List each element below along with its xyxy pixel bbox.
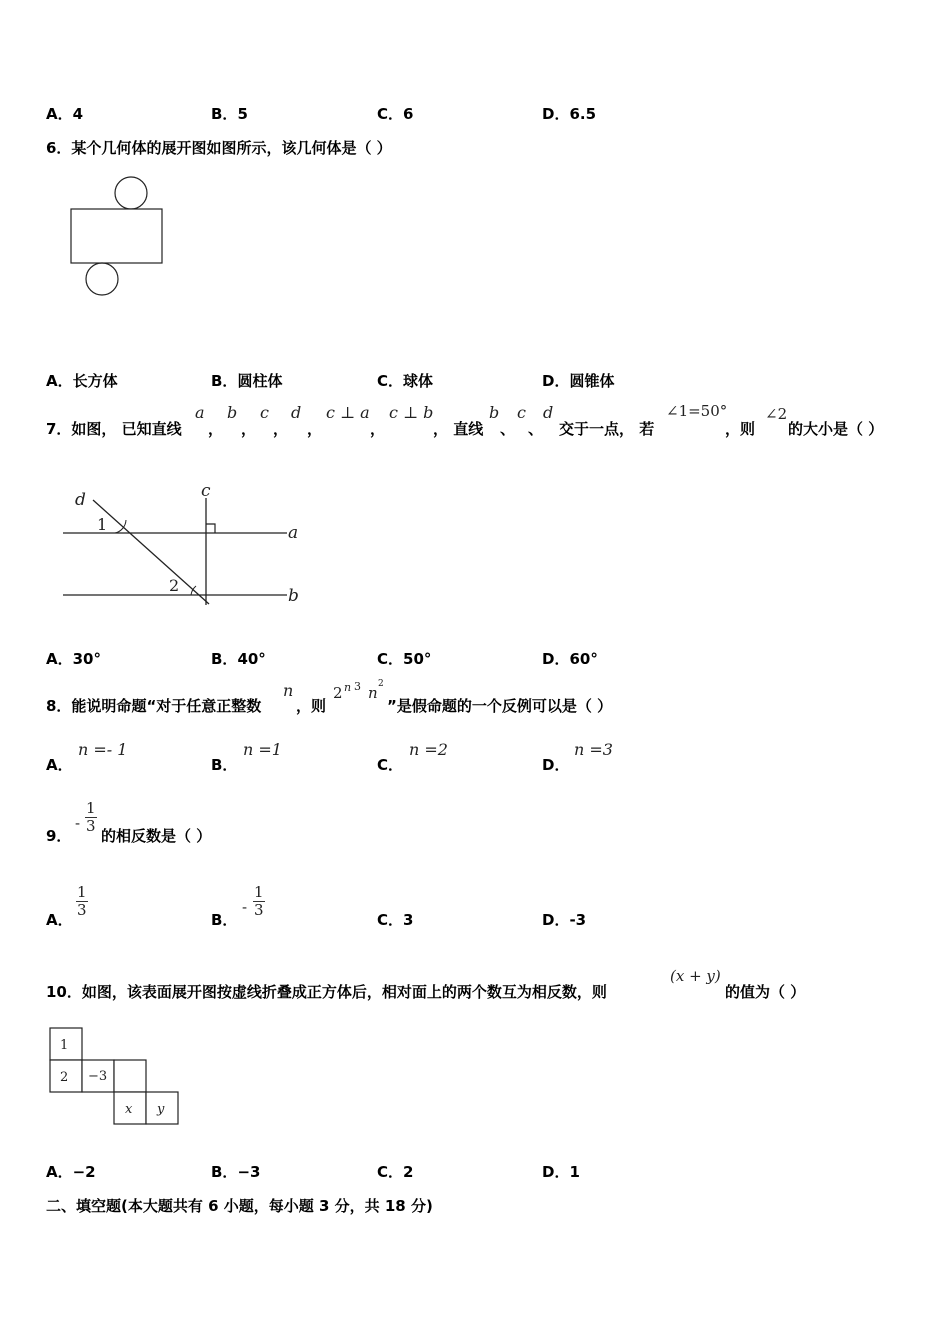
q7-label-c: c [201, 481, 211, 501]
q9-option-b-den: 3 [254, 901, 264, 919]
q10-cell-y-label: y [157, 1102, 165, 1117]
q6-option-a: A．长方体 [46, 372, 118, 390]
q7-option-d: D．60° [542, 650, 598, 668]
q5-option-b: B．5 [211, 105, 248, 123]
q10-option-a: A．−2 [46, 1163, 96, 1181]
q10-cell-blank [114, 1060, 146, 1092]
q9-fraction [85, 800, 97, 835]
q7-line-b: b [227, 403, 238, 422]
q10-option-c: C．2 [377, 1163, 414, 1181]
q6-option-b: B．圆柱体 [211, 372, 283, 390]
q5-option-d: D．6.5 [542, 105, 597, 123]
q8-mid: ，则 [296, 697, 327, 715]
q8-n: n [283, 681, 294, 700]
q7-angle1: ∠1=50° [666, 402, 728, 420]
q7-label-d: d [75, 490, 86, 510]
q7-right-angle-mark [206, 524, 215, 533]
q7-line-a: a [195, 403, 205, 422]
q7-perp-ca: c ⊥ a [326, 403, 370, 422]
q7-dunhao-2: 、 [528, 420, 544, 438]
q6-stem: 6．某个几何体的展开图如图所示，该几何体是（ ） [46, 139, 392, 157]
q8-option-d-text: n =3 [574, 740, 613, 759]
q10-expr: (x + y) [670, 967, 721, 985]
q7-line-c: c [260, 403, 269, 422]
q10-cell-2-label: 2 [60, 1070, 69, 1085]
q10-option-d: D．1 [542, 1163, 580, 1181]
q8-expr-exp: n [344, 681, 352, 694]
q10-option-b: B．−3 [211, 1163, 261, 1181]
q7-mid1: ， 直线 [433, 420, 484, 438]
q9-option-d: D．-3 [542, 911, 587, 929]
q8-option-a-text: n =- 1 [78, 740, 128, 759]
q7-prefix: 7．如图， 已知直线 [46, 420, 182, 438]
q7-mid3: ，则 [725, 420, 756, 438]
q5-option-c: C．6 [377, 105, 414, 123]
q9-option-a-letter: A． [46, 911, 73, 929]
q7-mid-line-c: c [517, 403, 526, 422]
q6-option-c: C．球体 [377, 372, 434, 390]
q7-comma-4: ， [307, 420, 323, 438]
q7-label-2: 2 [169, 576, 180, 595]
q7-dunhao-1: 、 [500, 420, 516, 438]
q8-option-b-letter: B． [211, 756, 238, 774]
q7-comma-2: ， [241, 420, 257, 438]
section2-title: 二、填空题(本大题共有 6 小题，每小题 3 分，共 18 分) [46, 1197, 433, 1215]
q10-cube-net [48, 1026, 183, 1128]
q7-angle2: ∠2 [765, 405, 788, 423]
q7-suffix: 的大小是（ ） [788, 420, 884, 438]
q6-net-figure [60, 170, 180, 300]
q8-expr-sq: 2 [378, 679, 384, 689]
q7-label-1: 1 [97, 515, 108, 534]
q7-option-c: C．50° [377, 650, 432, 668]
q7-perp-cb: c ⊥ b [389, 403, 434, 422]
q6-option-d: D．圆锥体 [542, 372, 615, 390]
q9-option-b-num: 1 [254, 883, 264, 901]
q7-comma-3: ， [273, 420, 289, 438]
q10-cell-1-label: 1 [60, 1038, 69, 1053]
q7-option-a: A．30° [46, 650, 101, 668]
q10-prefix: 10．如图，该表面展开图按虚线折叠成正方体后，相对面上的两个数互为相反数，则 [46, 983, 607, 1001]
q8-expr-n: n [368, 684, 378, 702]
q7-option-b: B．40° [211, 650, 266, 668]
q7-comma-5: ， [370, 420, 386, 438]
q6-rectangle [71, 209, 162, 263]
q8-suffix: ”是假命题的一个反例可以是（ ） [387, 697, 613, 715]
q6-bottom-circle [86, 263, 118, 295]
q9-option-a-fraction [76, 884, 88, 919]
q8-expr-num: 3 [354, 680, 361, 693]
q9-option-b-fraction [253, 884, 265, 919]
q9-option-b-letter: B． [211, 911, 238, 929]
q10-cell-x-label: x [125, 1102, 133, 1117]
q7-line-d: d [291, 403, 302, 422]
q7-mid-line-d: d [543, 403, 554, 422]
q9-frac-num: 1 [86, 799, 96, 817]
q7-mid2: 交于一点， 若 [559, 420, 655, 438]
q8-option-d-letter: D． [542, 756, 570, 774]
q9-frac-den: 3 [86, 817, 96, 835]
q9-number: 9． [46, 827, 72, 845]
q8-option-c-text: n =2 [409, 740, 448, 759]
q9-option-a-num: 1 [77, 883, 87, 901]
q8-prefix: 8．能说明命题“对于任意正整数 [46, 697, 262, 715]
q7-mid-line-b: b [489, 403, 500, 422]
q8-option-b-text: n =1 [243, 740, 282, 759]
q7-label-b: b [288, 586, 299, 606]
q7-figure [55, 480, 315, 615]
q10-suffix: 的值为（ ） [725, 983, 806, 1001]
q7-label-a: a [288, 523, 299, 543]
q7-line-d-stroke [93, 500, 209, 604]
q9-option-a-den: 3 [77, 901, 87, 919]
q9-option-c: C．3 [377, 911, 414, 929]
q9-suffix: 的相反数是（ ） [101, 827, 212, 845]
q8-option-c-letter: C． [377, 756, 404, 774]
q5-option-a: A．4 [46, 105, 84, 123]
q6-top-circle [115, 177, 147, 209]
q10-cell-minus3-label: −3 [88, 1069, 108, 1084]
q9-sign: - [75, 814, 81, 832]
q8-option-a-letter: A． [46, 756, 73, 774]
q9-option-b-sign: - [242, 898, 248, 916]
q8-expr-base: 2 [333, 684, 343, 702]
q7-comma-1: ， [208, 420, 224, 438]
